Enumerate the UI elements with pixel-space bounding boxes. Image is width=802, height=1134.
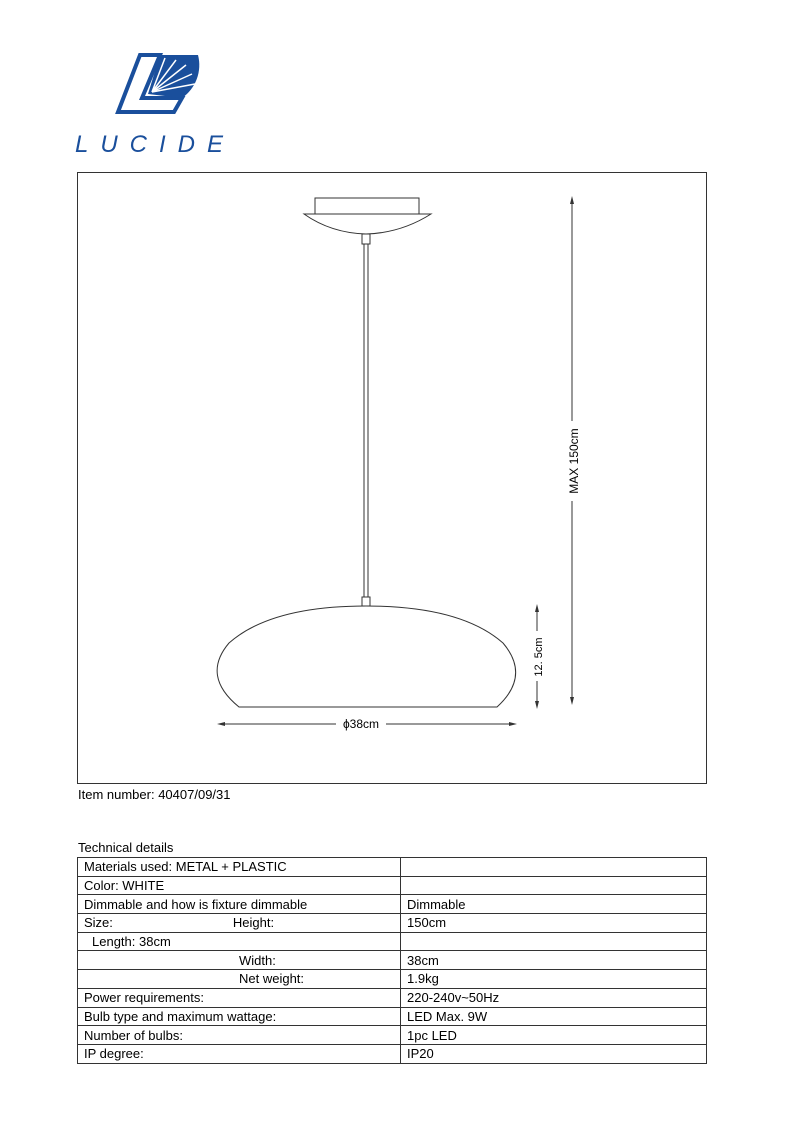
spec-label-text: Number of bulbs: bbox=[84, 1027, 183, 1043]
spec-value bbox=[401, 932, 707, 951]
spec-label bbox=[78, 970, 401, 989]
spec-value: LED Max. 9W bbox=[401, 1007, 707, 1026]
technical-details-table bbox=[77, 857, 707, 1064]
spec-label-text: Color: WHITE bbox=[84, 878, 165, 894]
table-row bbox=[78, 1007, 707, 1026]
spec-value: 1.9kg bbox=[401, 970, 707, 989]
lucide-logo bbox=[70, 50, 230, 165]
spec-value: 38cm bbox=[401, 951, 707, 970]
item-number: Item number: 40407/09/31 bbox=[78, 787, 231, 802]
spec-label-text: Bulb type and maximum wattage: bbox=[84, 1008, 277, 1024]
spec-label-text: Power requirements: bbox=[84, 990, 204, 1006]
logo-text: LUCIDE bbox=[75, 131, 230, 158]
spec-label-text: Size: bbox=[84, 915, 113, 931]
table-row bbox=[78, 876, 707, 895]
product-drawing bbox=[77, 172, 707, 784]
spec-label-text: Dimmable and how is fixture dimmable bbox=[84, 896, 308, 912]
height-dimension: MAX 150cm bbox=[567, 428, 581, 494]
table-row bbox=[78, 988, 707, 1007]
spec-label bbox=[78, 858, 401, 877]
spec-sublabel: Height: bbox=[232, 915, 275, 931]
table-row bbox=[78, 932, 707, 951]
spec-sublabel: Width: bbox=[239, 952, 276, 968]
spec-label-text: IP degree: bbox=[84, 1046, 144, 1062]
technical-details-title: Technical details bbox=[78, 840, 174, 855]
spec-value: 1pc LED bbox=[401, 1026, 707, 1045]
table-row bbox=[78, 1044, 707, 1063]
spec-value: 220-240v~50Hz bbox=[401, 988, 707, 1007]
table-row bbox=[78, 895, 707, 914]
table-row bbox=[78, 970, 707, 989]
spec-label bbox=[78, 876, 401, 895]
spec-value bbox=[401, 876, 707, 895]
spec-label bbox=[78, 1007, 401, 1026]
spec-label bbox=[78, 895, 401, 914]
table-row bbox=[78, 951, 707, 970]
spec-label-text: Materials used: METAL + PLASTIC bbox=[84, 859, 287, 875]
spec-value bbox=[401, 858, 707, 877]
table-row bbox=[78, 858, 707, 877]
spec-label bbox=[78, 1044, 401, 1063]
table-row bbox=[78, 1026, 707, 1045]
spec-value: IP20 bbox=[401, 1044, 707, 1063]
shade-height-dimension: 12. 5cm bbox=[533, 637, 545, 677]
spec-sublabel: Net weight: bbox=[239, 971, 305, 987]
spec-value: 150cm bbox=[401, 914, 707, 933]
spec-label bbox=[78, 1026, 401, 1045]
diameter-dimension: ϕ38cm bbox=[342, 717, 380, 731]
table-row bbox=[78, 914, 707, 933]
spec-label bbox=[78, 951, 401, 970]
spec-value: Dimmable bbox=[401, 895, 707, 914]
spec-label-text: Length: 38cm bbox=[92, 934, 171, 950]
spec-label bbox=[78, 914, 401, 933]
spec-label bbox=[78, 988, 401, 1007]
spec-label bbox=[78, 932, 401, 951]
